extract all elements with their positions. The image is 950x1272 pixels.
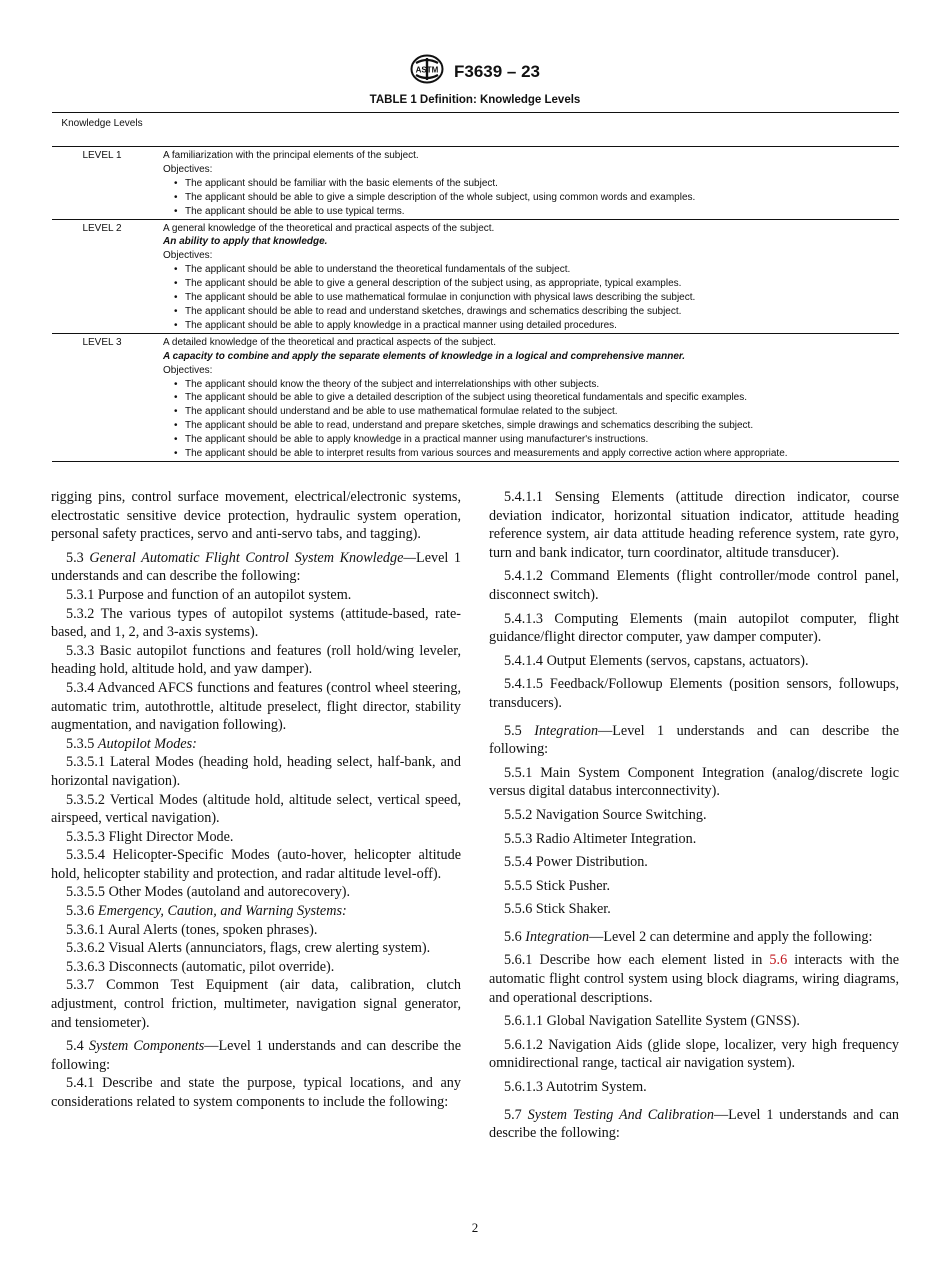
section-text: —Level 1 understands and can describe the following: (51, 1038, 461, 1073)
section-5-6-1 (489, 951, 899, 1007)
objective-item: • The applicant should be able to give a detailed description of the subject using theoretical fundamentals and specific examples. (163, 391, 899, 405)
section-5-5-4: 5.5.4 Power Distribution. (504, 854, 648, 871)
section-title: Emergency, Caution, and Warning Systems: (97, 903, 347, 920)
section-number: 5.3.5 (66, 735, 95, 752)
section-title: General Automatic Flight Control System Knowledge— (89, 549, 417, 566)
objective-item: • The applicant should be familiar with the basic elements of the subject. (163, 177, 899, 191)
astm-logo (410, 54, 444, 89)
section-5-3-5-3: 5.3.5.3 Flight Director Mode. (66, 828, 234, 845)
level-label: LEVEL 3 (82, 336, 122, 348)
section-5-6 (489, 928, 899, 947)
section-number: 5.5 (504, 722, 522, 739)
objective-item: • The applicant should be able to read, understand and prepare sketches, simple drawings and schematics describing the subject. (163, 419, 899, 433)
objective-item: • The applicant should be able to give a general description of the subject using, as appropriate, typical examples. (163, 277, 899, 291)
column-header-knowledge-levels: Knowledge Levels (61, 118, 143, 129)
section-5-3-5-4: 5.3.5.4 Helicopter-Specific Modes (auto-hover, helicopter altitude hold, helicopter stability and protection, and radar altitude level-off). (51, 847, 461, 882)
table-row-level-3 (52, 334, 899, 461)
section-text: —Level 1 understands and can describe the following: (489, 1106, 899, 1142)
section-text: —Level 1 understands and can describe the following: (489, 722, 900, 758)
section-title: Integration (525, 928, 590, 945)
level-label: LEVEL 1 (82, 150, 122, 161)
section-5-4-1-5: 5.4.1.5 Feedback/Followup Elements (position sensors, followups, transducers). (489, 676, 899, 711)
level-intro: A detailed knowledge of the theoretical and practical aspects of the subject. (163, 336, 496, 348)
table-title: TABLE 1 Definition: Knowledge Levels (369, 94, 581, 106)
objective-item: • The applicant should be able to give a simple description of the whole subject, using common words and examples. (163, 191, 899, 205)
section-5-4 (51, 1037, 461, 1074)
body-column-right (489, 488, 899, 1143)
section-text: 5.6.1 Describe how each element listed in (504, 952, 763, 969)
objectives-label: Objectives: (163, 364, 213, 376)
section-5-3-5-2: 5.3.5.2 Vertical Modes (altitude hold, altitude select, vertical speed, airspeed, vertical navigation). (51, 791, 461, 827)
section-number: 5.3.6 (66, 903, 95, 920)
section-number: 5.4 (66, 1038, 84, 1055)
section-5-3-4: 5.3.4 Advanced AFCS functions and features (control wheel steering, automatic trim, autothrottle, altitude preselect, flight director, stability augmentation, and navigation following). (51, 679, 461, 734)
objective-item: • The applicant should be able to apply knowledge in a practical manner using manufacturer's instructions. (163, 433, 899, 447)
page-number: 2 (471, 1220, 479, 1235)
level-label: LEVEL 2 (82, 222, 122, 234)
level-intro: A general knowledge of the theoretical and practical aspects of the subject. (163, 222, 495, 234)
objective-item: • The applicant should be able to apply knowledge in a practical manner using detailed procedures. (163, 319, 899, 333)
knowledge-levels-table (52, 112, 899, 462)
objective-item: • The applicant should be able to interpret results from various sources and measurements and apply corrective action where appropriate. (163, 447, 899, 461)
section-5-4-1-3: 5.4.1.3 Computing Elements (main autopilot computer, flight guidance/flight director computer, yaw damper computer). (489, 610, 899, 646)
objective-item: • The applicant should be able to read and understand sketches, drawings and schematics describing the subject. (163, 305, 899, 319)
objective-item: • The applicant should know the theory of the subject and interrelationships with other subjects. (163, 378, 899, 392)
section-5-3-7: 5.3.7 Common Test Equipment (air data, calibration, clutch adjustment, control friction, multimeter, navigation signal generator, and tensiometer). (51, 977, 461, 1031)
section-title: System Testing And Calibration (527, 1106, 714, 1123)
paragraph-rigging-continued: rigging pins, control surface movement, electrical/electronic systems, electrostatic sensitive device protection, hydraulic system operation, personal safety practices, servo and anti-servo tabs, and tagging). (51, 489, 461, 543)
objectives-label: Objectives: (163, 250, 213, 262)
section-5-6-1-2: 5.6.1.2 Navigation Aids (glide slope, localizer, very high frequency omnidirectional range, tactical air navigation system). (489, 1036, 899, 1072)
section-number: 5.3 (66, 549, 84, 566)
objective-item: • The applicant should be able to understand the theoretical fundamentals of the subject. (163, 263, 899, 277)
document-header (0, 54, 950, 89)
section-title: Integration (534, 722, 599, 739)
section-5-3 (51, 549, 461, 586)
level-emphasis: A capacity to combine and apply the separate elements of knowledge in a logical and comprehensive manner. (163, 350, 686, 362)
objective-item: • The applicant should understand and be able to use mathematical formulae related to the subject. (163, 405, 899, 419)
section-title: Autopilot Modes: (97, 735, 197, 752)
section-5-3-5-1: 5.3.5.1 Lateral Modes (heading hold, heading select, half-bank, and horizontal navigation). (51, 754, 461, 789)
section-5-5-1: 5.5.1 Main System Component Integration (analog/discrete logic versus digital databus interconnectivity). (489, 764, 899, 800)
section-5-3-2: 5.3.2 The various types of autopilot systems (attitude-based, rate-based, and 1, 2, and 3-axis systems). (51, 605, 461, 641)
section-number: 5.6 (504, 928, 522, 945)
section-number: 5.7 (504, 1106, 522, 1123)
section-5-5 (489, 722, 899, 759)
section-title: System Components (88, 1038, 205, 1055)
section-5-6-1-1: 5.6.1.1 Global Navigation Satellite System (GNSS). (504, 1013, 800, 1030)
section-text: interacts with the automatic flight control system using block diagrams, wiring diagrams, and operational descriptions. (489, 952, 899, 1006)
section-5-5-6: 5.5.6 Stick Shaker. (504, 901, 611, 918)
document-designation: F3639 – 23 (453, 61, 540, 81)
section-text: —Level 2 can determine and apply the following: (589, 928, 873, 945)
svg-text:ASTM: ASTM (415, 65, 439, 75)
table-header-row (52, 113, 899, 147)
section-5-5-3: 5.5.3 Radio Altimeter Integration. (504, 830, 697, 847)
objective-item: • The applicant should be able to use mathematical formulae in conjunction with physical laws describing the subject. (163, 291, 899, 305)
section-5-3-6-3: 5.3.6.3 Disconnects (automatic, pilot override). (66, 958, 335, 975)
level-intro: A familiarization with the principal elements of the subject. (163, 150, 419, 161)
section-5-4-1-2: 5.4.1.2 Command Elements (flight controller/mode control panel, disconnect switch). (489, 568, 899, 603)
section-5-3-1: 5.3.1 Purpose and function of an autopilot system. (66, 586, 352, 603)
section-5-6-1-3: 5.6.1.3 Autotrim System. (504, 1079, 647, 1096)
section-5-5-2: 5.5.2 Navigation Source Switching. (504, 806, 707, 823)
section-5-3-6-1: 5.3.6.1 Aural Alerts (tones, spoken phrases). (66, 921, 318, 938)
section-5-4-1-1: 5.4.1.1 Sensing Elements (attitude direction indicator, course deviation indicator, horizontal situation indicator, attitude heading reference system, air data attitude heading reference system, rate gyro, turn and bank indicator, turn coordinator, altitude transducer). (489, 489, 899, 561)
section-5-5-5: 5.5.5 Stick Pusher. (504, 877, 611, 894)
section-5-3-5-5: 5.3.5.5 Other Modes (autoland and autorecovery). (66, 884, 351, 901)
objective-item: • The applicant should be able to use typical terms. (163, 205, 899, 219)
section-5-4-1: 5.4.1 Describe and state the purpose, typical locations, and any considerations related to system components to include the following: (51, 1075, 461, 1110)
level-emphasis: An ability to apply that knowledge. (163, 236, 328, 248)
section-5-3-6-2: 5.3.6.2 Visual Alerts (annunciators, flags, crew alerting system). (66, 940, 431, 957)
section-5-4-1-4: 5.4.1.4 Output Elements (servos, capstans, actuators). (504, 652, 809, 669)
objectives-label: Objectives: (163, 163, 213, 175)
section-5-3-5 (51, 735, 461, 754)
table-row-level-1 (52, 147, 899, 220)
body-column-left (51, 488, 461, 1112)
section-text: Level 1 understands and can describe the following: (51, 549, 462, 585)
section-5-7 (489, 1106, 899, 1143)
section-5-3-6 (51, 902, 461, 921)
section-5-3-3: 5.3.3 Basic autopilot functions and features (roll hold/wing leveler, heading hold, altitude hold, and yaw damper). (51, 642, 461, 678)
cross-reference-link[interactable]: 5.6 (769, 952, 788, 969)
table-row-level-2 (52, 220, 899, 334)
